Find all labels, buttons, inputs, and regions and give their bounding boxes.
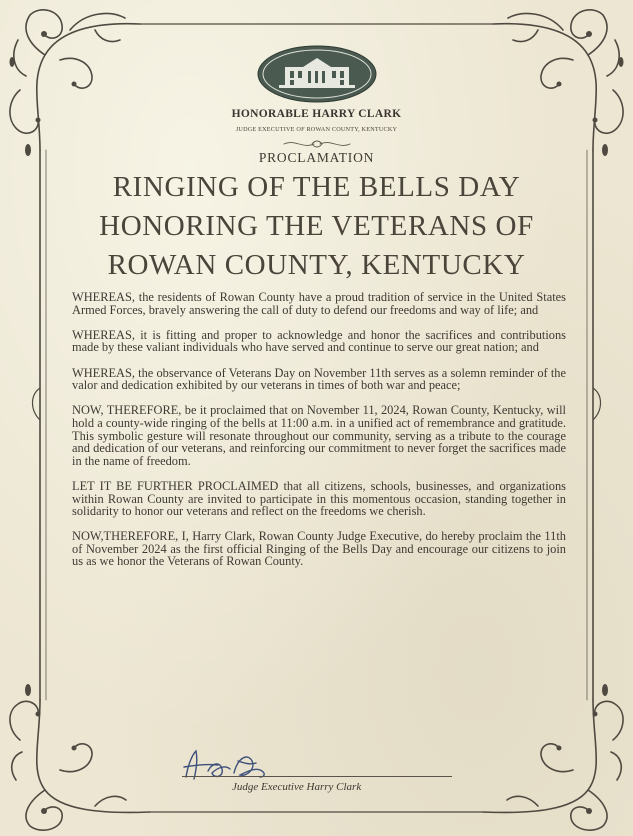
body-paragraph: WHEREAS, the residents of Rowan County have a proud tradition of service in the United States Armed Forces, bravely answering the call of duty to defend our freedoms and way of life; and — [72, 290, 566, 317]
official-name: HONORABLE HARRY CLARK — [231, 108, 402, 120]
signature-label: Judge Executive Harry Clark — [232, 781, 362, 793]
proclamation-body — [72, 291, 566, 581]
title-line: RINGING OF THE BELLS DAY — [112, 171, 521, 203]
title-line: HONORING THE VETERANS OF — [99, 210, 534, 242]
body-paragraph: NOW,THEREFORE, I, Harry Clark, Rowan County Judge Executive, do hereby proclaim the 11th of November 2024 as the first official Ringing of the Bells Day and encourage our citizens to join us as we honor the Veterans of Rowan County. — [72, 529, 566, 569]
body-paragraph: LET IT BE FURTHER PROCLAIMED that all citizens, schools, businesses, and organizations within Rowan County are invited to participate in this momentous occasion, standing together in solidarity to honor our veterans and reflect on the freedoms we cherish. — [72, 478, 566, 519]
proclamation-title — [0, 168, 633, 285]
courthouse-seal-icon — [257, 45, 377, 103]
body-paragraph: NOW, THEREFORE, be it proclaimed that on November 11, 2024, Rowan County, Kentucky, will hold a county-wide ringing of the bells at 11:00 a.m. in a unified act of remembrance and gratitude. This symbolic gesture will resonate throughout our community, serving as a tribute to the courage and dedication of our veterans, and reinforcing our commitment to never forget the sacrifices made in the name of freedom. — [72, 403, 566, 468]
title-line: ROWAN COUNTY, KENTUCKY — [107, 249, 526, 281]
body-paragraph: WHEREAS, the observance of Veterans Day on November 11th serves as a solemn reminder of the valor and dedication exhibited by our veterans in times of both war and peace; — [72, 365, 566, 393]
signature-scribble-icon — [178, 747, 288, 785]
body-paragraph: WHEREAS, it is fitting and proper to acknowledge and honor the sacrifices and contributions made by these valiant individuals who have served and continue to serve our great nation; and — [72, 327, 566, 355]
flourish-divider-icon — [282, 138, 352, 150]
signature-line — [182, 776, 452, 777]
proclamation-label: PROCLAMATION — [258, 150, 375, 165]
official-title: JUDGE EXECUTIVE OF ROWAN COUNTY, KENTUCKY — [235, 126, 398, 133]
